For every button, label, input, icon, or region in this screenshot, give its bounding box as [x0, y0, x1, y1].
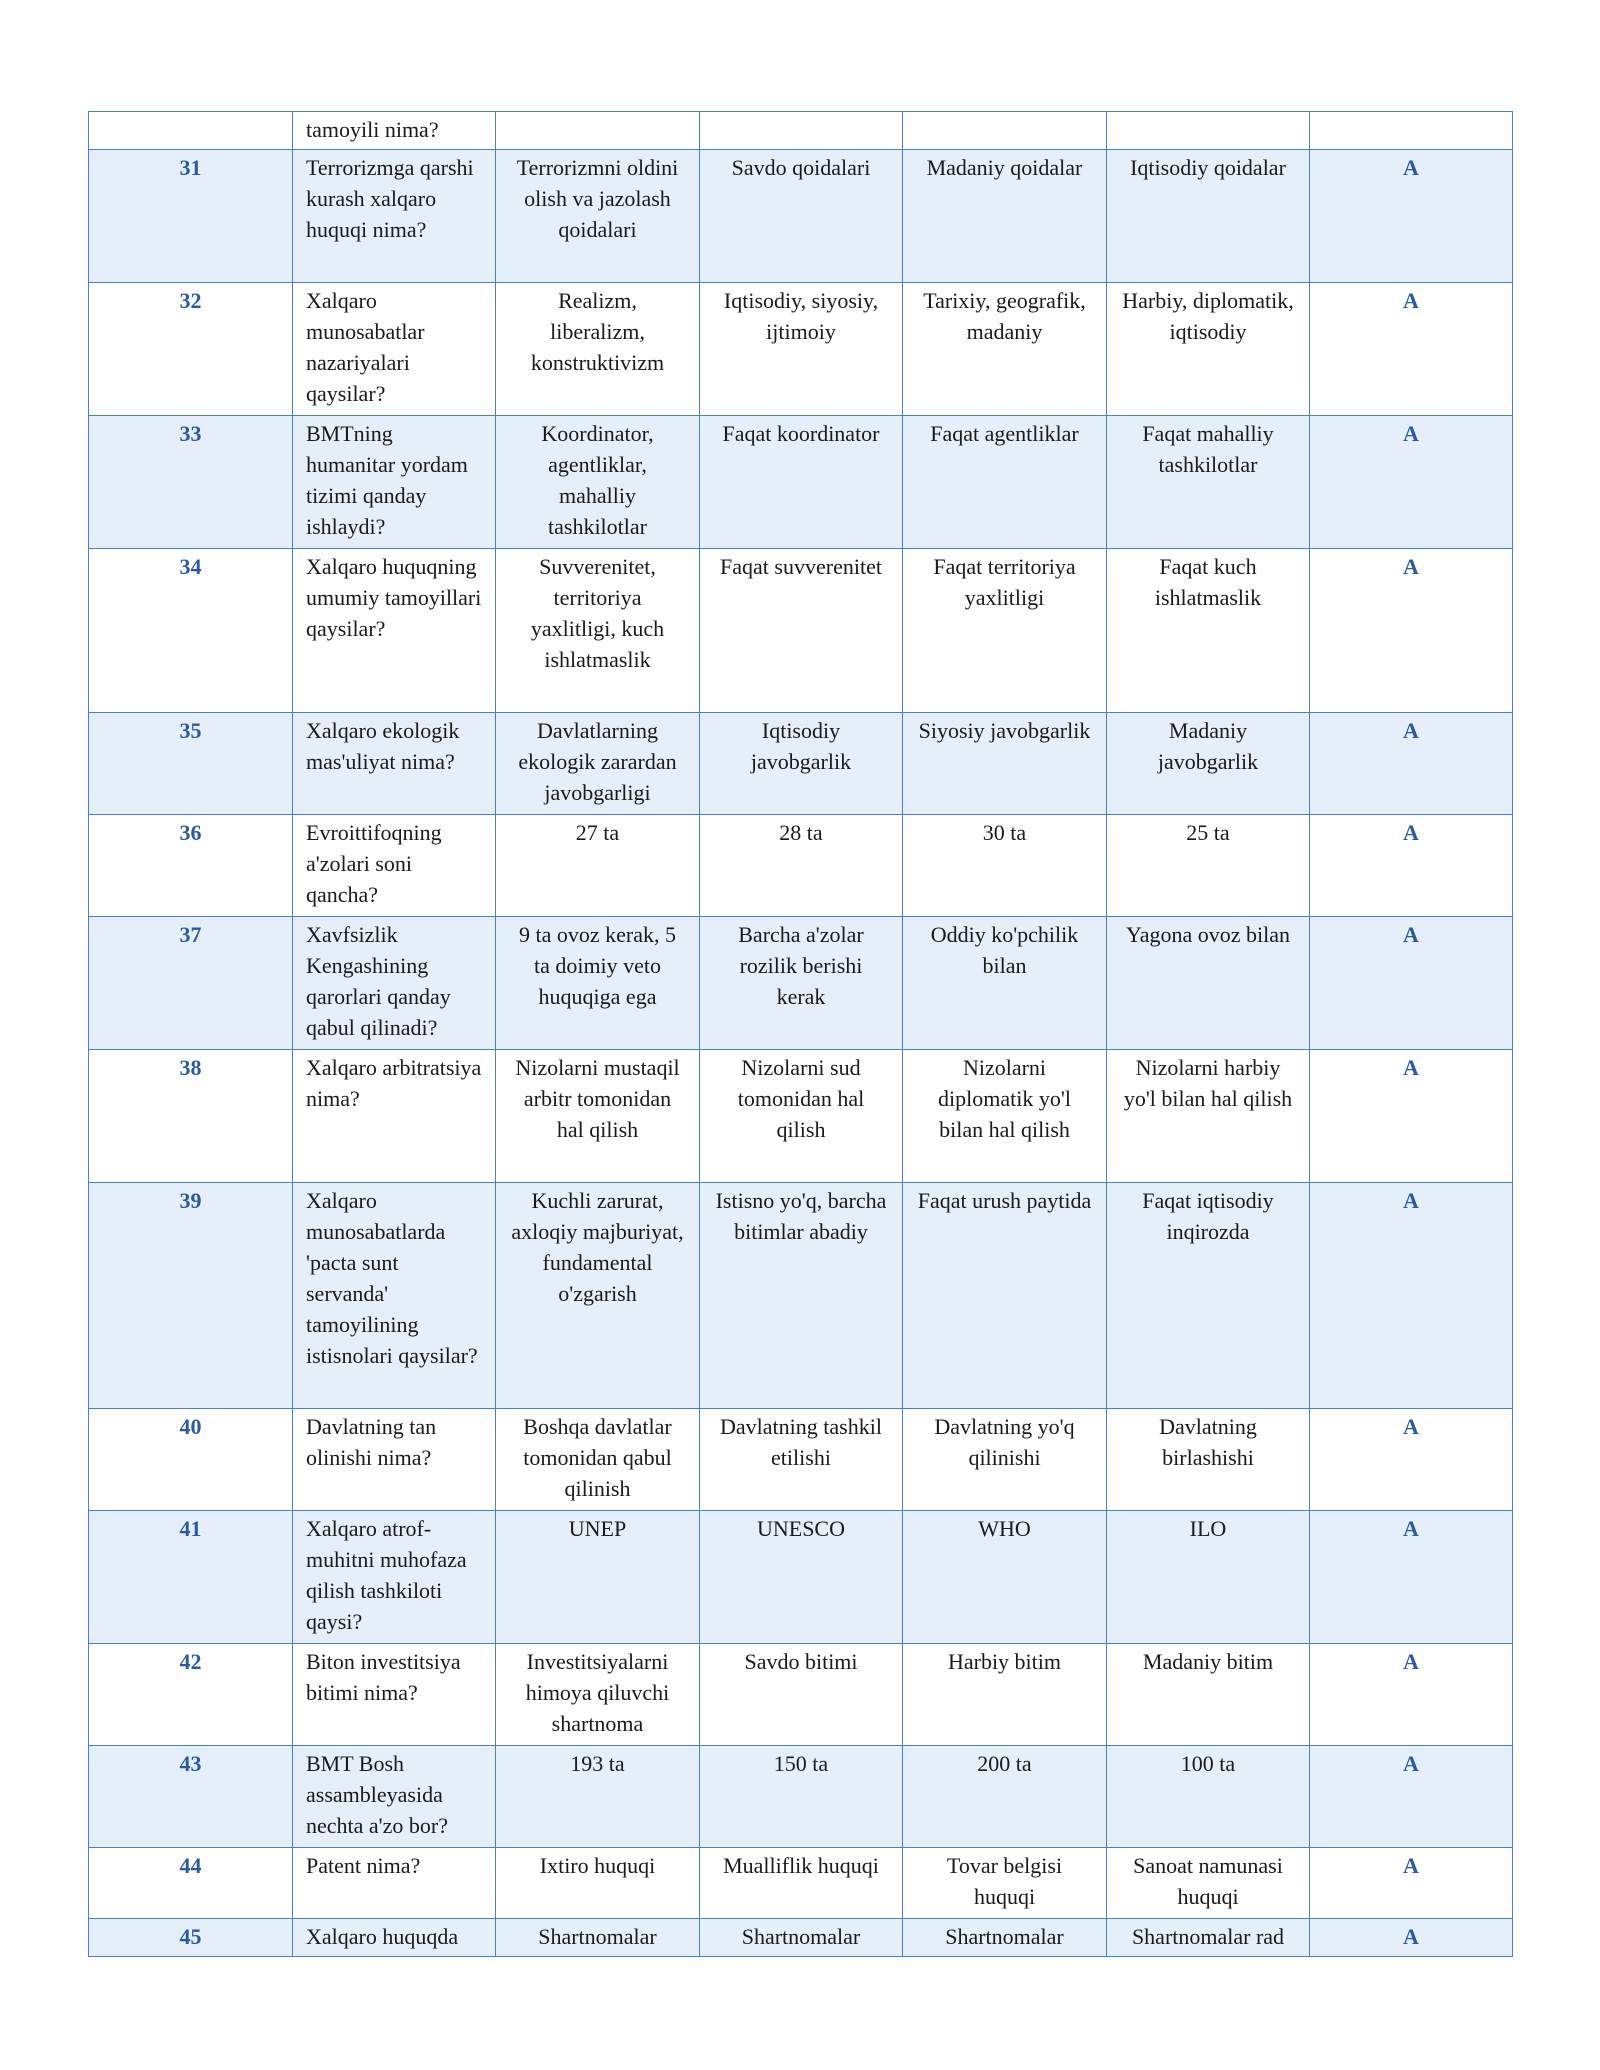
table-row	[89, 1183, 1513, 1409]
cell-option-a: Suvverenitet, territoriya yaxlitligi, kuch ishlatmaslik	[496, 549, 700, 713]
cell-option-b: 150 ta	[700, 1746, 903, 1848]
cell-question: BMT Bosh assambleyasida nechta a'zo bor?	[293, 1746, 496, 1848]
cell-answer: A	[1310, 1848, 1513, 1919]
cell-option-a: Shartnomalar	[496, 1919, 700, 1957]
table-row	[89, 917, 1513, 1050]
cell-option-c: 30 ta	[903, 815, 1107, 917]
cell-option-b: Faqat koordinator	[700, 416, 903, 549]
cell-option-a: Nizolarni mustaqil arbitr tomonidan hal qilish	[496, 1050, 700, 1183]
table-row	[89, 713, 1513, 815]
cell-option-a: Koordinator, agentliklar, mahalliy tashkilotlar	[496, 416, 700, 549]
cell-option-c: Faqat urush paytida	[903, 1183, 1107, 1409]
cell-number: 38	[89, 1050, 293, 1183]
cell-option-b: Shartnomalar	[700, 1919, 903, 1957]
cell-option-d: ILO	[1107, 1511, 1310, 1644]
table-row	[89, 1919, 1513, 1957]
cell-question: Evroittifoqning a'zolari soni qancha?	[293, 815, 496, 917]
cell-option-c: Tovar belgisi huquqi	[903, 1848, 1107, 1919]
cell-option-a: Kuchli zarurat, axloqiy majburiyat, fundamental o'zgarish	[496, 1183, 700, 1409]
table-row-continuation	[89, 112, 1513, 150]
cell-number: 40	[89, 1409, 293, 1511]
cell-question: Biton investitsiya bitimi nima?	[293, 1644, 496, 1746]
cell-question: Xalqaro atrof-muhitni muhofaza qilish tashkiloti qaysi?	[293, 1511, 496, 1644]
table-row	[89, 1050, 1513, 1183]
table-row	[89, 1644, 1513, 1746]
table-row	[89, 815, 1513, 917]
cell-option-c: Faqat territoriya yaxlitligi	[903, 549, 1107, 713]
cell-question: Xalqaro munosabatlar nazariyalari qaysilar?	[293, 283, 496, 416]
cell-number: 33	[89, 416, 293, 549]
cell-option-d: Iqtisodiy qoidalar	[1107, 150, 1310, 283]
table-row	[89, 283, 1513, 416]
cell-option-b: Iqtisodiy, siyosiy, ijtimoiy	[700, 283, 903, 416]
cell-option-b: Iqtisodiy javobgarlik	[700, 713, 903, 815]
document-page	[88, 111, 1512, 1957]
cell-question: BMTning humanitar yordam tizimi qanday ishlaydi?	[293, 416, 496, 549]
cell-option-a: UNEP	[496, 1511, 700, 1644]
cell-number: 45	[89, 1919, 293, 1957]
cell-option-a: Terrorizmni oldini olish va jazolash qoidalari	[496, 150, 700, 283]
cell-answer: A	[1310, 1511, 1513, 1644]
cell-option-a	[496, 112, 700, 150]
cell-option-a: Ixtiro huquqi	[496, 1848, 700, 1919]
cell-option-d: Sanoat namunasi huquqi	[1107, 1848, 1310, 1919]
cell-question: Davlatning tan olinishi nima?	[293, 1409, 496, 1511]
table-row	[89, 1409, 1513, 1511]
cell-answer: A	[1310, 1644, 1513, 1746]
cell-option-d: Yagona ovoz bilan	[1107, 917, 1310, 1050]
cell-option-d: 100 ta	[1107, 1746, 1310, 1848]
cell-answer: A	[1310, 1183, 1513, 1409]
cell-question: Xavfsizlik Kengashining qarorlari qanday qabul qilinadi?	[293, 917, 496, 1050]
cell-answer: A	[1310, 416, 1513, 549]
cell-answer: A	[1310, 713, 1513, 815]
cell-question: Xalqaro ekologik mas'uliyat nima?	[293, 713, 496, 815]
cell-question: Xalqaro huquqda	[293, 1919, 496, 1957]
cell-option-d: Faqat mahalliy tashkilotlar	[1107, 416, 1310, 549]
cell-question: Xalqaro munosabatlarda 'pacta sunt servanda' tamoyilining istisnolari qaysilar?	[293, 1183, 496, 1409]
cell-number: 32	[89, 283, 293, 416]
table-row	[89, 416, 1513, 549]
cell-option-b: Istisno yo'q, barcha bitimlar abadiy	[700, 1183, 903, 1409]
cell-option-b: Barcha a'zolar rozilik berishi kerak	[700, 917, 903, 1050]
cell-answer: A	[1310, 815, 1513, 917]
cell-option-b: Mualliflik huquqi	[700, 1848, 903, 1919]
cell-number: 42	[89, 1644, 293, 1746]
cell-option-d: Shartnomalar rad	[1107, 1919, 1310, 1957]
cell-option-c: Harbiy bitim	[903, 1644, 1107, 1746]
cell-option-b: Davlatning tashkil etilishi	[700, 1409, 903, 1511]
cell-question: Xalqaro huquqning umumiy tamoyillari qaysilar?	[293, 549, 496, 713]
cell-number: 43	[89, 1746, 293, 1848]
cell-option-c: Shartnomalar	[903, 1919, 1107, 1957]
cell-number: 35	[89, 713, 293, 815]
cell-option-d: Faqat kuch ishlatmaslik	[1107, 549, 1310, 713]
cell-number: 37	[89, 917, 293, 1050]
cell-option-c: WHO	[903, 1511, 1107, 1644]
cell-option-b: Nizolarni sud tomonidan hal qilish	[700, 1050, 903, 1183]
cell-option-a: 193 ta	[496, 1746, 700, 1848]
cell-option-c: 200 ta	[903, 1746, 1107, 1848]
cell-answer	[1310, 112, 1513, 150]
cell-option-d: Davlatning birlashishi	[1107, 1409, 1310, 1511]
cell-option-a: Boshqa davlatlar tomonidan qabul qilinish	[496, 1409, 700, 1511]
cell-option-a: Davlatlarning ekologik zarardan javobgarligi	[496, 713, 700, 815]
cell-answer: A	[1310, 1409, 1513, 1511]
cell-option-a: Investitsiyalarni himoya qiluvchi shartnoma	[496, 1644, 700, 1746]
cell-answer: A	[1310, 1050, 1513, 1183]
cell-question: Patent nima?	[293, 1848, 496, 1919]
cell-option-d: Nizolarni harbiy yo'l bilan hal qilish	[1107, 1050, 1310, 1183]
cell-option-d	[1107, 112, 1310, 150]
cell-number: 44	[89, 1848, 293, 1919]
quiz-table	[88, 111, 1513, 1957]
cell-option-c: Faqat agentliklar	[903, 416, 1107, 549]
cell-number: 34	[89, 549, 293, 713]
cell-option-b: Faqat suvverenitet	[700, 549, 903, 713]
cell-option-b: 28 ta	[700, 815, 903, 917]
cell-answer: A	[1310, 917, 1513, 1050]
cell-option-c: Tarixiy, geografik, madaniy	[903, 283, 1107, 416]
cell-option-a: Realizm, liberalizm, konstruktivizm	[496, 283, 700, 416]
cell-answer: A	[1310, 549, 1513, 713]
cell-option-d: 25 ta	[1107, 815, 1310, 917]
cell-question: Terrorizmga qarshi kurash xalqaro huquqi nima?	[293, 150, 496, 283]
cell-option-d: Madaniy javobgarlik	[1107, 713, 1310, 815]
cell-number	[89, 112, 293, 150]
cell-number: 39	[89, 1183, 293, 1409]
cell-option-b: UNESCO	[700, 1511, 903, 1644]
table-row	[89, 150, 1513, 283]
cell-option-c: Oddiy ko'pchilik bilan	[903, 917, 1107, 1050]
cell-answer: A	[1310, 1746, 1513, 1848]
cell-option-b	[700, 112, 903, 150]
cell-answer: A	[1310, 1919, 1513, 1957]
cell-number: 31	[89, 150, 293, 283]
cell-question: Xalqaro arbitratsiya nima?	[293, 1050, 496, 1183]
table-row	[89, 1848, 1513, 1919]
cell-option-b: Savdo qoidalari	[700, 150, 903, 283]
quiz-table-body	[89, 112, 1513, 1957]
cell-number: 41	[89, 1511, 293, 1644]
cell-option-c	[903, 112, 1107, 150]
cell-option-d: Harbiy, diplomatik, iqtisodiy	[1107, 283, 1310, 416]
cell-option-c: Siyosiy javobgarlik	[903, 713, 1107, 815]
cell-answer: A	[1310, 150, 1513, 283]
cell-option-c: Davlatning yo'q qilinishi	[903, 1409, 1107, 1511]
cell-number: 36	[89, 815, 293, 917]
cell-option-b: Savdo bitimi	[700, 1644, 903, 1746]
cell-option-c: Nizolarni diplomatik yo'l bilan hal qilish	[903, 1050, 1107, 1183]
cell-answer: A	[1310, 283, 1513, 416]
cell-option-a: 9 ta ovoz kerak, 5 ta doimiy veto huquqiga ega	[496, 917, 700, 1050]
cell-option-d: Faqat iqtisodiy inqirozda	[1107, 1183, 1310, 1409]
table-row	[89, 549, 1513, 713]
cell-option-a: 27 ta	[496, 815, 700, 917]
cell-option-c: Madaniy qoidalar	[903, 150, 1107, 283]
cell-option-d: Madaniy bitim	[1107, 1644, 1310, 1746]
table-row	[89, 1746, 1513, 1848]
cell-question: tamoyili nima?	[293, 112, 496, 150]
table-row	[89, 1511, 1513, 1644]
